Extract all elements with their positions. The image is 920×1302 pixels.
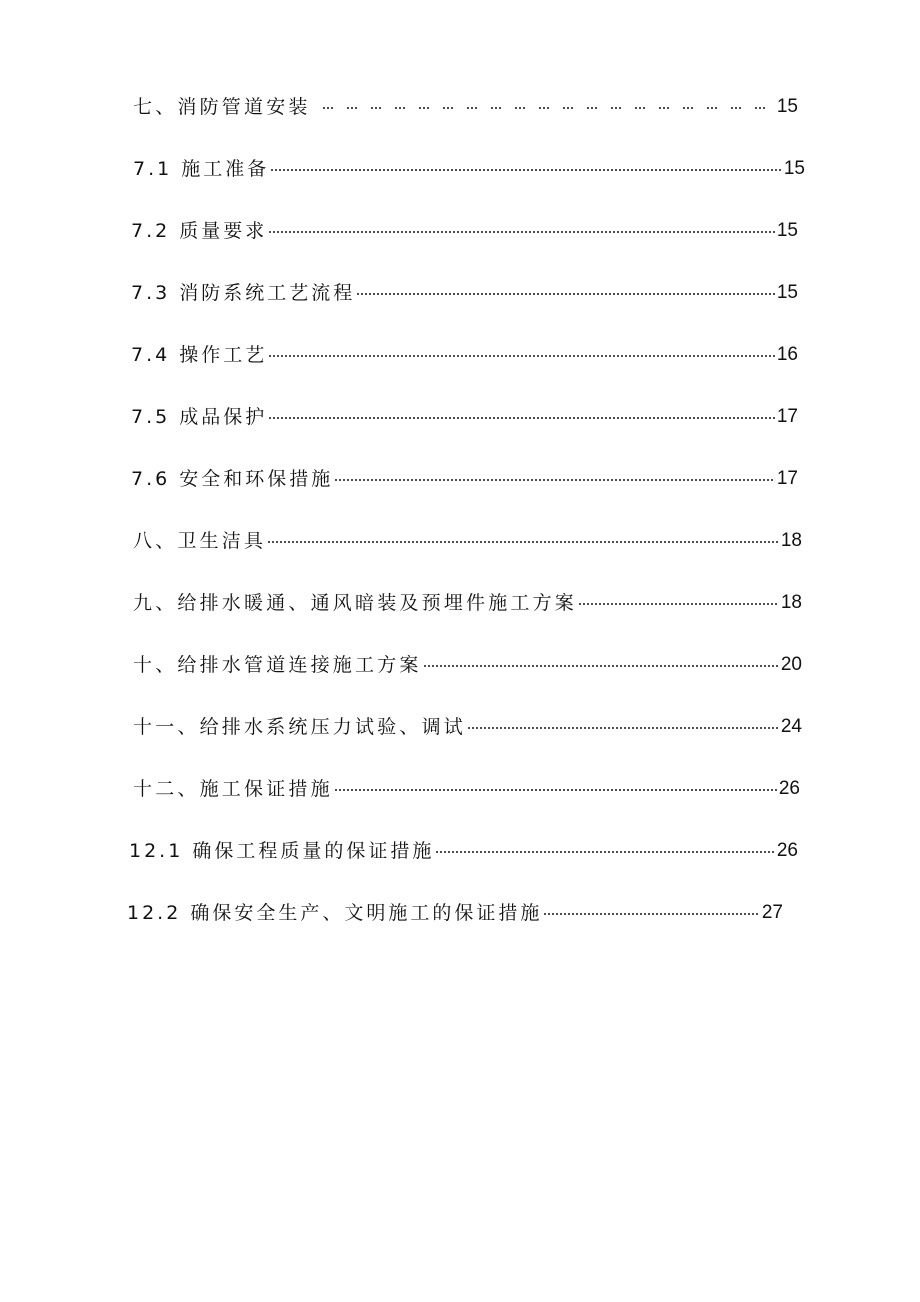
toc-entry[interactable] bbox=[133, 527, 802, 555]
toc-entry-page: 27 bbox=[761, 902, 783, 923]
toc-entry-page: 15 bbox=[776, 96, 798, 117]
toc-entry-page: 20 bbox=[780, 654, 802, 675]
toc-entry[interactable] bbox=[131, 341, 798, 369]
toc-entry[interactable] bbox=[133, 775, 800, 803]
toc-entry-page: 16 bbox=[776, 344, 798, 365]
toc-entry-label: 7.5 成品保护 bbox=[131, 406, 268, 428]
toc-entry-page: 15 bbox=[776, 282, 798, 303]
toc-dot-leader bbox=[268, 355, 775, 357]
toc-entry-label: 7.4 操作工艺 bbox=[131, 344, 268, 366]
toc-entry-label: 12.2 确保安全生产、文明施工的保证措施 bbox=[127, 902, 543, 924]
toc-dot-leader bbox=[334, 479, 775, 481]
toc-dot-leader bbox=[467, 727, 779, 729]
toc-entry[interactable] bbox=[131, 465, 798, 493]
toc-dot-leader bbox=[423, 665, 779, 667]
toc-dot-leader bbox=[435, 851, 775, 853]
toc-dot-leader bbox=[543, 913, 760, 915]
toc-entry-page: 17 bbox=[776, 406, 798, 427]
toc-entry[interactable] bbox=[133, 589, 802, 617]
toc-entry-page: 26 bbox=[776, 840, 798, 861]
toc-dot-leader bbox=[270, 169, 782, 171]
toc-entry[interactable] bbox=[131, 217, 798, 245]
toc-entry-page: 26 bbox=[778, 778, 800, 799]
toc-dot-leader bbox=[312, 107, 775, 109]
toc-entry-page: 17 bbox=[776, 468, 798, 489]
toc-entry-label: 十、给排水管道连接施工方案 bbox=[133, 654, 422, 676]
toc-entry[interactable] bbox=[127, 899, 783, 927]
toc-entry-label: 7.3 消防系统工艺流程 bbox=[131, 282, 356, 304]
toc-entry-label: 七、消防管道安装 bbox=[133, 96, 311, 118]
toc-entry-page: 24 bbox=[780, 716, 802, 737]
toc-entry[interactable] bbox=[133, 713, 802, 741]
toc-entry-label: 7.1 施工准备 bbox=[133, 158, 270, 180]
toc-dot-leader bbox=[268, 417, 775, 419]
toc-entry[interactable] bbox=[131, 403, 798, 431]
toc-entry[interactable] bbox=[133, 155, 805, 183]
toc-entry[interactable] bbox=[131, 279, 798, 307]
toc-entry-page: 15 bbox=[776, 220, 798, 241]
toc-entry-label: 十一、给排水系统压力试验、调试 bbox=[133, 716, 467, 738]
toc-entry-label: 12.1 确保工程质量的保证措施 bbox=[129, 840, 435, 862]
toc-dot-leader bbox=[267, 541, 779, 543]
toc-entry[interactable] bbox=[133, 93, 798, 121]
toc-entry-label: 十二、施工保证措施 bbox=[133, 778, 333, 800]
toc-entry[interactable] bbox=[133, 651, 802, 679]
toc-entry-label: 九、给排水暖通、通风暗装及预埋件施工方案 bbox=[133, 592, 578, 614]
toc-entry[interactable] bbox=[129, 837, 798, 865]
toc-entry-label: 7.2 质量要求 bbox=[131, 220, 268, 242]
toc-dot-leader bbox=[334, 789, 777, 791]
toc-entry-label: 7.6 安全和环保措施 bbox=[131, 468, 334, 490]
toc-dot-leader bbox=[578, 603, 779, 605]
toc-entry-page: 18 bbox=[780, 592, 802, 613]
toc-dot-leader bbox=[268, 231, 775, 233]
toc-entry-page: 18 bbox=[780, 530, 802, 551]
toc-dot-leader bbox=[356, 293, 775, 295]
toc-entry-page: 15 bbox=[783, 158, 805, 179]
toc-entry-label: 八、卫生洁具 bbox=[133, 530, 267, 552]
